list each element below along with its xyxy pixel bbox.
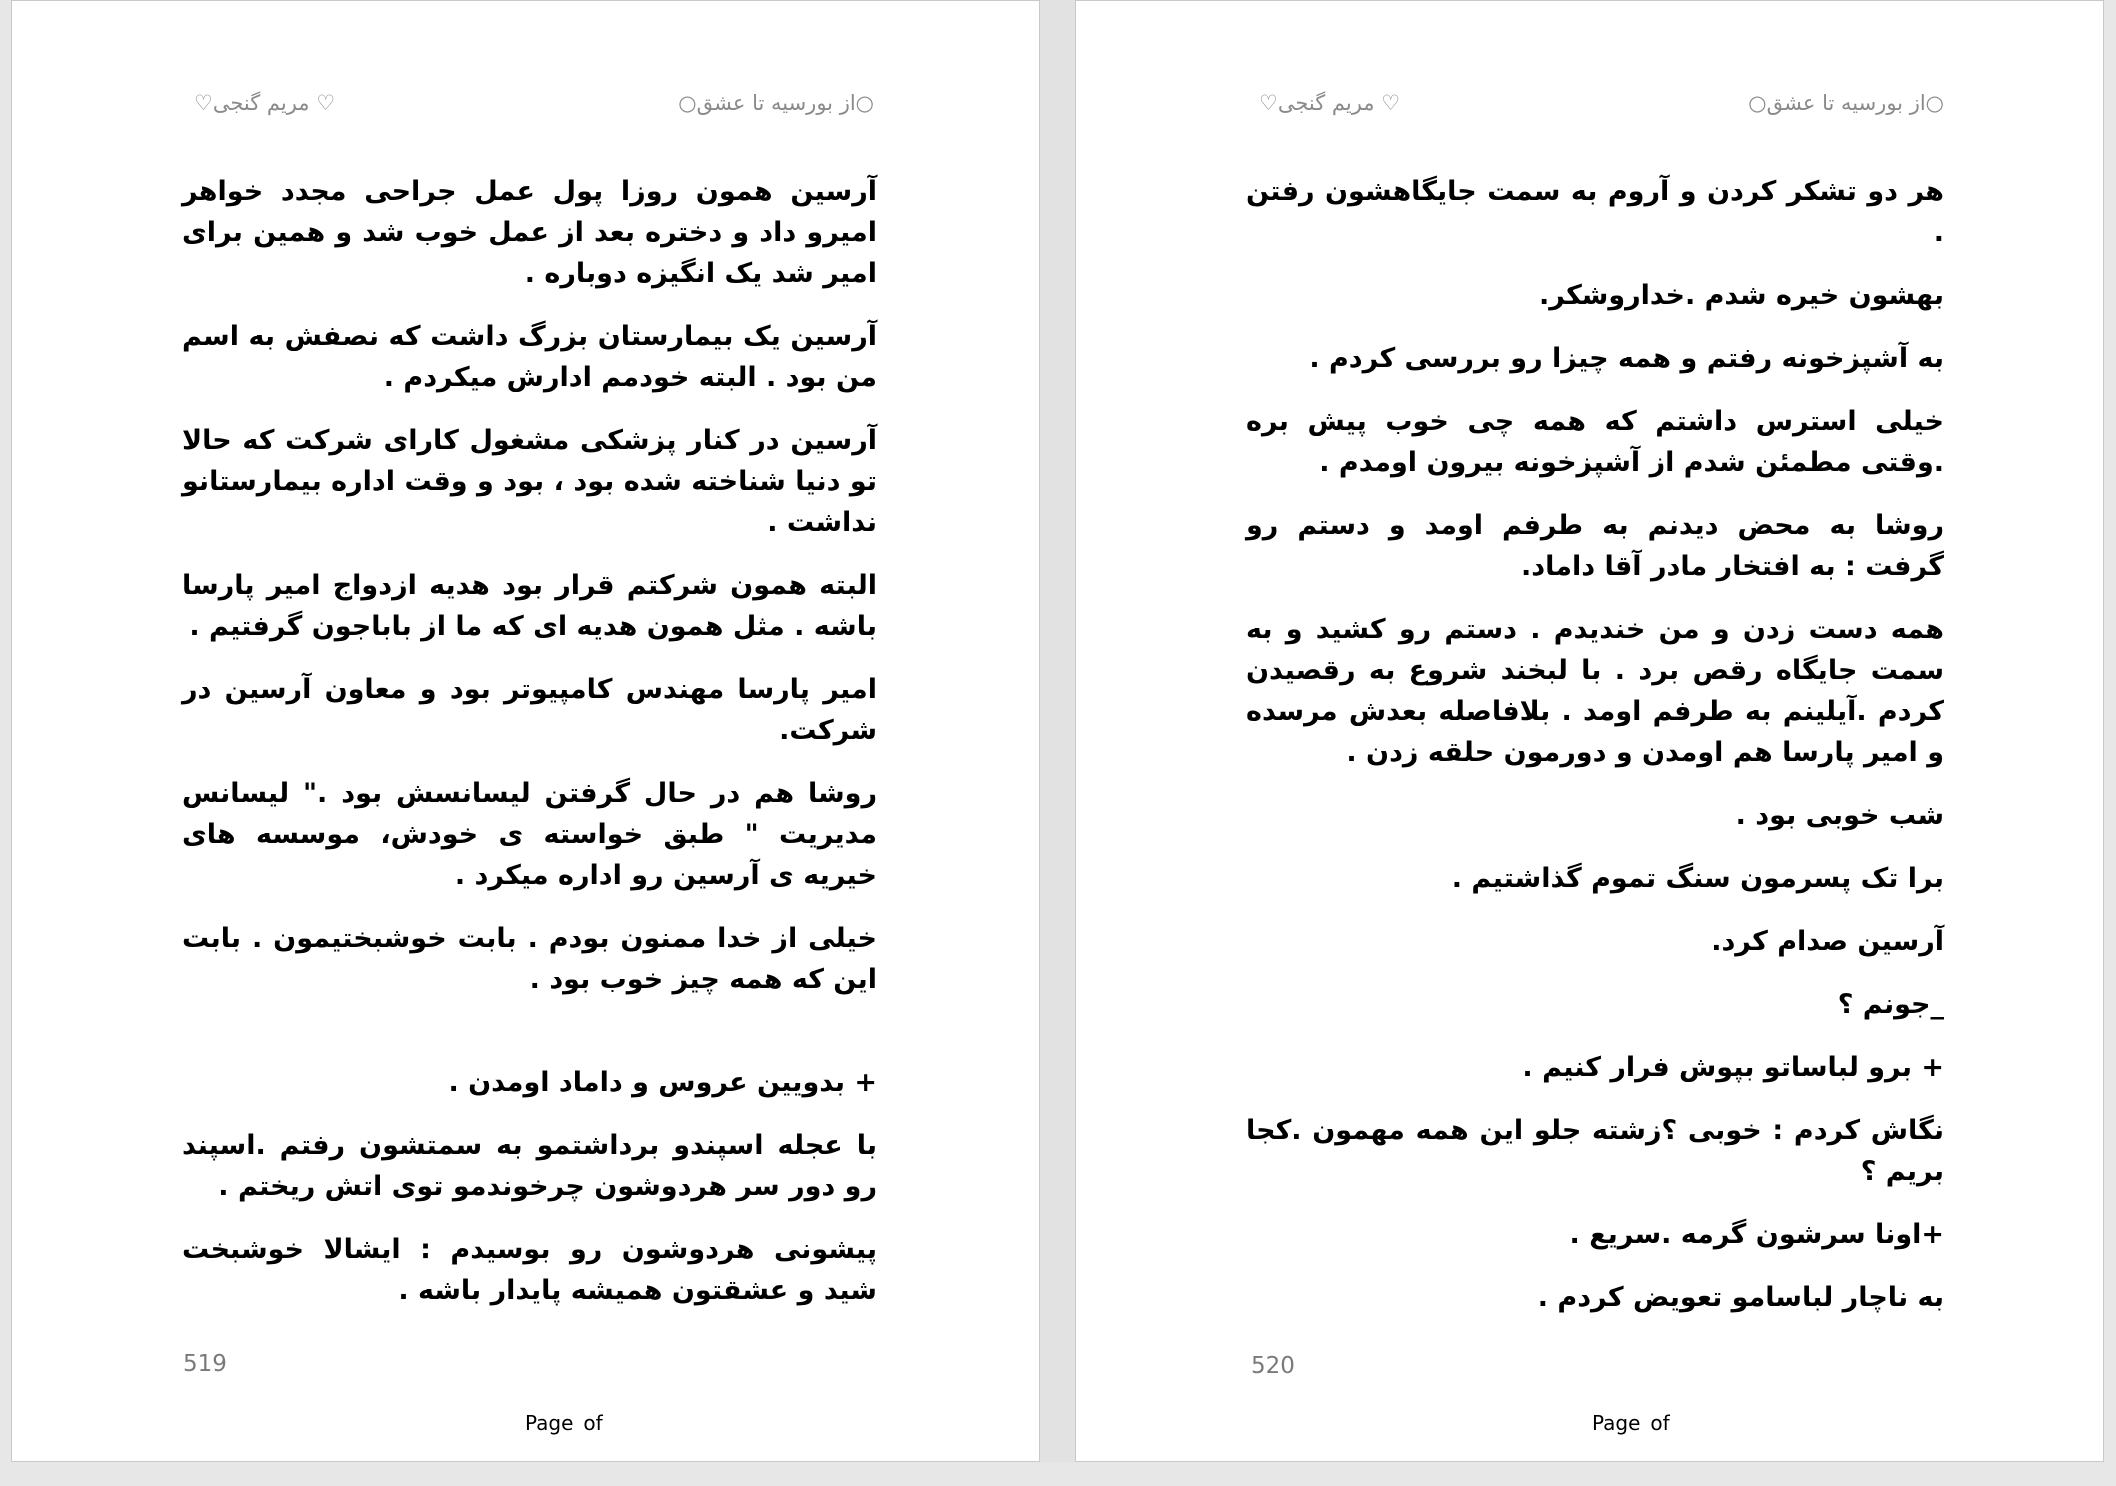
footer-page-label: Page <box>525 1411 574 1435</box>
paragraph: به ناچار لباسامو تعویض کردم . <box>1537 1282 1944 1313</box>
paragraph: آرسین در کنار پزشکی مشغول کارای شرکت که حالا تو دنیا شناخته شده بود ، بود و وقت اداره بیمارستانو نداشت . <box>182 425 877 538</box>
paragraph: + بدویین عروس و داماد اومدن . <box>448 1067 877 1098</box>
page-number: 519 <box>183 1351 227 1377</box>
paragraph: خیلی استرس داشتم که همه چی خوب پیش بره .وقتی مطمئن شدم از آشپزخونه بیرون اومدم . <box>1246 406 1944 478</box>
paragraph: البته همون شرکتم قرار بود هدیه ازدواج امیر پارسا باشه . مثل همون هدیه ای که ما از باباجون گرفتیم . <box>182 570 877 642</box>
header-author: ♡ مریم گنجی♡ <box>1259 91 1401 115</box>
page-number: 520 <box>1251 1353 1295 1379</box>
paragraph: برا تک پسرمون سنگ تموم گذاشتیم . <box>1451 863 1944 894</box>
paragraph: آرسین یک بیمارستان بزرگ داشت که نصفش به اسم من بود . البته خودمم ادارش میکردم . <box>182 321 877 393</box>
paragraph: همه دست زدن و من خندیدم . دستم رو کشید و به سمت جایگاه رقص برد . با لبخند شروع به رقصیدن کردم .آیلینم به طرفم اومد . بلافاصله بعدش مرسده و امیر پارسا هم اومدن و دورمون حلقه زدن . <box>1246 614 1944 768</box>
blank-line <box>182 1022 877 1062</box>
paragraph: خیلی از خدا ممنون بودم . بابت خوشبختیمون . بابت این که همه چیز خوب بود . <box>182 923 877 995</box>
page-footer <box>525 1411 603 1435</box>
footer-page-label: Page <box>1592 1411 1641 1435</box>
paragraph: نگاش کردم : خوبی ؟زشته جلو این همه مهمون .کجا بریم ؟ <box>1246 1115 1944 1187</box>
paragraph: +اونا سرشون گرمه .سریع . <box>1569 1219 1944 1250</box>
paragraph: + برو لباساتو بپوش فرار کنیم . <box>1522 1052 1944 1083</box>
header-author: ♡ مریم گنجی♡ <box>194 91 336 115</box>
footer-of-label: of <box>1650 1411 1670 1435</box>
page-body-text <box>1246 171 1944 1340</box>
header-book-title: ○از بورسیه تا عشق○ <box>1748 91 1944 115</box>
page-header <box>194 91 874 121</box>
paragraph: بهشون خیره شدم .خداروشکر. <box>1539 280 1944 311</box>
page-header <box>1259 91 1944 121</box>
paragraph: آرسین صدام کرد. <box>1711 926 1944 957</box>
document-page-right <box>1075 0 2104 1462</box>
page-gap <box>1040 0 1075 1486</box>
paragraph: با عجله اسپندو برداشتمو به سمتشون رفتم .اسپند رو دور سر هردوشون چرخوندمو توی اتش ریختم . <box>182 1130 877 1202</box>
paragraph: آرسین همون روزا پول عمل جراحی مجدد خواهر امیرو داد و دختره بعد از عمل خوب شد و همین برای امیر شد یک انگیزه دوباره . <box>182 176 877 289</box>
paragraph: هر دو تشکر کردن و آروم به سمت جایگاهشون رفتن . <box>1246 176 1944 248</box>
paragraph: شب خوبی بود . <box>1735 800 1944 831</box>
viewer-bottom-edge <box>0 1462 2116 1486</box>
paragraph: _جونم ؟ <box>1837 989 1944 1020</box>
header-book-title: ○از بورسیه تا عشق○ <box>678 91 874 115</box>
paragraph: روشا به محض دیدنم به طرفم اومد و دستم رو گرفت : به افتخار مادر آقا داماد. <box>1246 510 1944 582</box>
paragraph: روشا هم در حال گرفتن لیسانسش بود ." لیسانس مدیریت " طبق خواسته ی خودش، موسسه های خیریه ی آرسین رو اداره میکرد . <box>182 778 877 891</box>
footer-of-label: of <box>583 1411 603 1435</box>
paragraph: پیشونی هردوشون رو بوسیدم : ایشالا خوشبخت شید و عشقتون همیشه پایدار باشه . <box>182 1234 877 1306</box>
paragraph: به آشپزخونه رفتم و همه چیزا رو بررسی کردم . <box>1309 343 1944 374</box>
document-page-left <box>11 0 1040 1462</box>
paragraph: امیر پارسا مهندس کامپیوتر بود و معاون آرسین در شرکت. <box>182 674 877 746</box>
page-body-text <box>182 171 877 1333</box>
page-footer <box>1592 1411 1670 1435</box>
